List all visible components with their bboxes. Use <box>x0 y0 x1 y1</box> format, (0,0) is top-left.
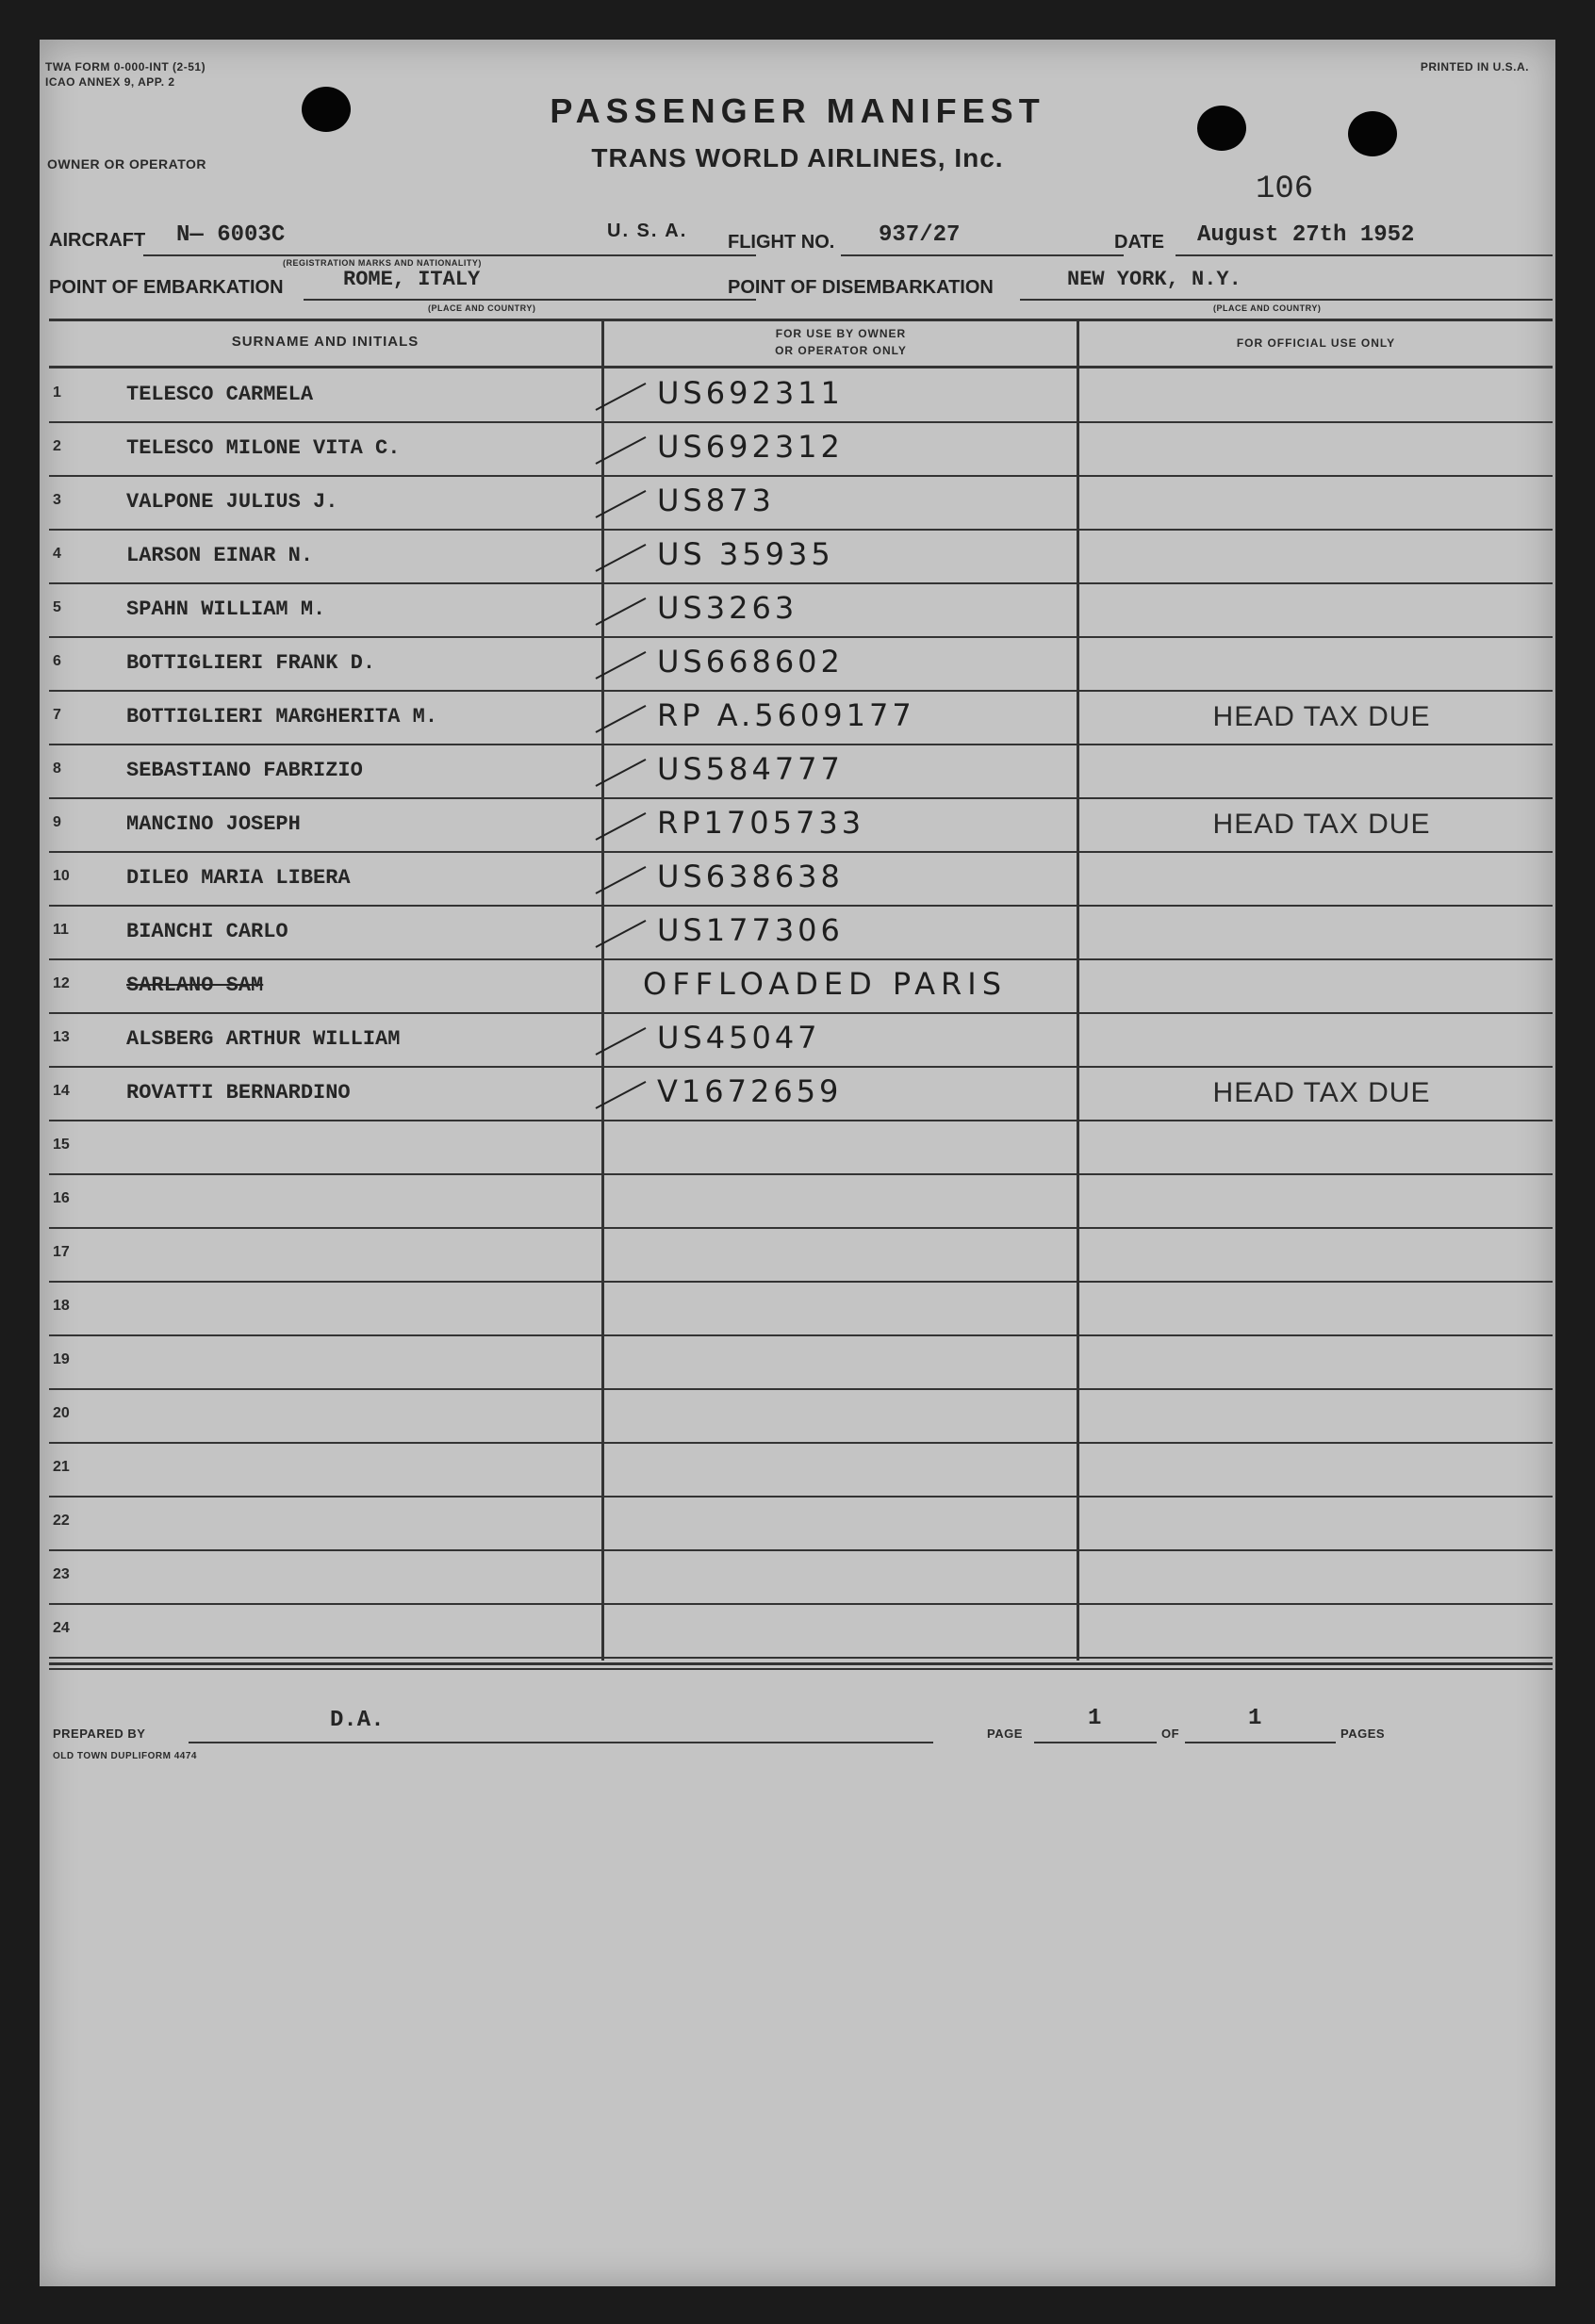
row-number: 23 <box>53 1566 70 1582</box>
check-mark <box>596 866 647 894</box>
check-mark <box>596 1081 647 1109</box>
embarkation-label: POINT OF EMBARKATION <box>49 277 284 298</box>
table-row <box>40 1014 1555 1068</box>
prepared-by-value: D.A. <box>330 1708 385 1733</box>
check-mark <box>596 597 647 626</box>
flight-underline <box>841 254 1124 256</box>
table-row <box>40 1390 1555 1444</box>
disembarkation-underline <box>1020 299 1553 301</box>
table-row <box>40 1444 1555 1498</box>
column-header-official: FOR OFFICIAL USE ONLY <box>1236 336 1396 350</box>
prepared-by-underline <box>189 1742 933 1743</box>
total-pages: 1 <box>1248 1706 1262 1731</box>
table-row <box>40 477 1555 531</box>
passenger-name: ALSBERG ARTHUR WILLIAM <box>126 1027 401 1051</box>
document-number: US3263 <box>657 590 798 626</box>
form-code: TWA FORM 0-000-INT (2-51) <box>45 60 206 74</box>
check-mark <box>596 490 647 518</box>
check-mark <box>596 759 647 787</box>
check-mark <box>596 1027 647 1056</box>
document-number: US692312 <box>657 429 844 465</box>
check-mark <box>596 436 647 465</box>
passenger-name: ROVATTI BERNARDINO <box>126 1081 351 1105</box>
date-underline <box>1176 254 1553 256</box>
column-header-name: SURNAME AND INITIALS <box>231 334 419 350</box>
page-title: PASSENGER MANIFEST <box>550 91 1045 130</box>
owner-operator-label: OWNER OR OPERATOR <box>47 156 206 172</box>
embarkation-underline <box>304 299 756 301</box>
embark-place-note: (PLACE AND COUNTRY) <box>428 303 536 313</box>
official-note: HEAD TAX DUE <box>1212 809 1431 840</box>
table-row <box>40 1498 1555 1551</box>
official-note: HEAD TAX DUE <box>1212 1077 1431 1108</box>
check-mark <box>596 544 647 572</box>
passenger-name: LARSON EINAR N. <box>126 544 314 567</box>
of-underline <box>1185 1742 1336 1743</box>
document-number: OFFLOADED PARIS <box>643 966 1007 1002</box>
table-top-rule <box>49 319 1553 321</box>
table-row <box>40 799 1555 853</box>
aircraft-underline <box>143 254 756 256</box>
row-number: 21 <box>53 1459 70 1475</box>
aircraft-registration: N— 6003C <box>176 222 286 248</box>
disembarkation-label: POINT OF DISEMBARKATION <box>728 277 994 298</box>
check-mark <box>596 812 647 841</box>
row-number: 6 <box>53 653 61 669</box>
passenger-name: TELESCO MILONE VITA C. <box>126 436 401 460</box>
passenger-name: BIANCHI CARLO <box>126 920 288 943</box>
manifest-page <box>40 40 1555 2286</box>
row-number: 18 <box>53 1298 70 1314</box>
table-row <box>40 1175 1555 1229</box>
pages-label: PAGES <box>1340 1727 1386 1741</box>
passenger-name: BOTTIGLIERI FRANK D. <box>126 651 376 675</box>
row-number: 5 <box>53 599 61 615</box>
page-underline <box>1034 1742 1157 1743</box>
row-number: 24 <box>53 1620 70 1636</box>
table-row <box>40 531 1555 584</box>
table-bottom-rule-2 <box>49 1668 1553 1670</box>
table-row <box>40 853 1555 907</box>
table-row <box>40 1605 1555 1659</box>
row-number: 22 <box>53 1513 70 1529</box>
table-row <box>40 1336 1555 1390</box>
table-row <box>40 369 1555 423</box>
passenger-name: MANCINO JOSEPH <box>126 812 301 836</box>
table-row <box>40 584 1555 638</box>
document-number: US45047 <box>657 1020 821 1056</box>
disembarkation-point: NEW YORK, N.Y. <box>1067 268 1241 291</box>
passenger-name: TELESCO CARMELA <box>126 383 314 406</box>
row-number: 17 <box>53 1244 70 1260</box>
printer-imprint: OLD TOWN DUPLIFORM 4474 <box>53 1751 197 1761</box>
passenger-name: DILEO MARIA LIBERA <box>126 866 351 890</box>
row-number: 2 <box>53 438 61 454</box>
passenger-name: VALPONE JULIUS J. <box>126 490 338 514</box>
registration-note: (REGISTRATION MARKS AND NATIONALITY) <box>283 258 482 268</box>
row-number: 16 <box>53 1190 70 1206</box>
table-row <box>40 1283 1555 1336</box>
column-header-owner-line-2: OR OPERATOR ONLY <box>775 344 907 357</box>
flight-no-label: FLIGHT NO. <box>728 232 835 253</box>
passenger-name: SPAHN WILLIAM M. <box>126 597 326 621</box>
page-stamp-number: 106 <box>1256 172 1314 207</box>
row-number: 3 <box>53 492 61 508</box>
document-number: US668602 <box>657 644 844 679</box>
flight-number: 937/27 <box>879 222 961 248</box>
printed-in: PRINTED IN U.S.A. <box>1420 60 1529 74</box>
table-row <box>40 638 1555 692</box>
document-number: US638638 <box>657 859 844 894</box>
row-number: 1 <box>53 385 61 401</box>
row-number: 7 <box>53 707 61 723</box>
table-row <box>40 423 1555 477</box>
row-number: 11 <box>53 922 69 938</box>
table-row <box>40 1229 1555 1283</box>
date-label: DATE <box>1114 232 1164 253</box>
column-header-owner-line-1: FOR USE BY OWNER <box>775 327 907 340</box>
table-bottom-rule <box>49 1662 1553 1665</box>
row-number: 14 <box>53 1083 70 1099</box>
check-mark <box>596 705 647 733</box>
table-row <box>40 1121 1555 1175</box>
passenger-name: SARLANO SAM <box>126 974 264 997</box>
row-number: 15 <box>53 1137 70 1153</box>
document-number: V1672659 <box>657 1073 843 1109</box>
table-row <box>40 745 1555 799</box>
row-number: 19 <box>53 1351 70 1367</box>
icao-reference: ICAO ANNEX 9, APP. 2 <box>45 75 175 89</box>
passenger-name: SEBASTIANO FABRIZIO <box>126 759 363 782</box>
page-label: PAGE <box>987 1727 1023 1741</box>
header-bottom-rule <box>49 366 1553 368</box>
table-row <box>40 692 1555 745</box>
table-row <box>40 907 1555 960</box>
check-mark <box>596 383 647 411</box>
row-rule <box>49 1657 1553 1659</box>
passenger-name: BOTTIGLIERI MARGHERITA M. <box>126 705 438 728</box>
document-number: RP1705733 <box>657 805 865 841</box>
document-number: US692311 <box>657 375 844 411</box>
table-row <box>40 1068 1555 1121</box>
row-number: 9 <box>53 814 61 830</box>
check-mark <box>596 920 647 948</box>
page-number: 1 <box>1088 1706 1102 1731</box>
nationality: U. S. A. <box>607 221 688 241</box>
row-number: 10 <box>53 868 70 884</box>
of-label: OF <box>1161 1727 1180 1741</box>
row-number: 13 <box>53 1029 70 1045</box>
row-number: 12 <box>53 975 70 991</box>
row-number: 20 <box>53 1405 70 1421</box>
document-number: US 35935 <box>657 536 834 572</box>
row-number: 8 <box>53 761 61 777</box>
prepared-by-label: PREPARED BY <box>53 1727 146 1741</box>
table-row <box>40 1551 1555 1605</box>
document-number: US584777 <box>657 751 844 787</box>
table-row <box>40 960 1555 1014</box>
flight-date: August 27th 1952 <box>1197 222 1415 248</box>
disembark-place-note: (PLACE AND COUNTRY) <box>1213 303 1322 313</box>
official-note: HEAD TAX DUE <box>1212 701 1431 732</box>
airline-name: TRANS WORLD AIRLINES, Inc. <box>591 143 1004 172</box>
embarkation-point: ROME, ITALY <box>343 268 481 291</box>
aircraft-label: AIRCRAFT <box>49 230 146 251</box>
document-number: US177306 <box>657 912 844 948</box>
check-mark <box>596 651 647 679</box>
row-number: 4 <box>53 546 61 562</box>
document-number: RP A.5609177 <box>657 697 915 733</box>
document-number: US873 <box>657 483 775 518</box>
